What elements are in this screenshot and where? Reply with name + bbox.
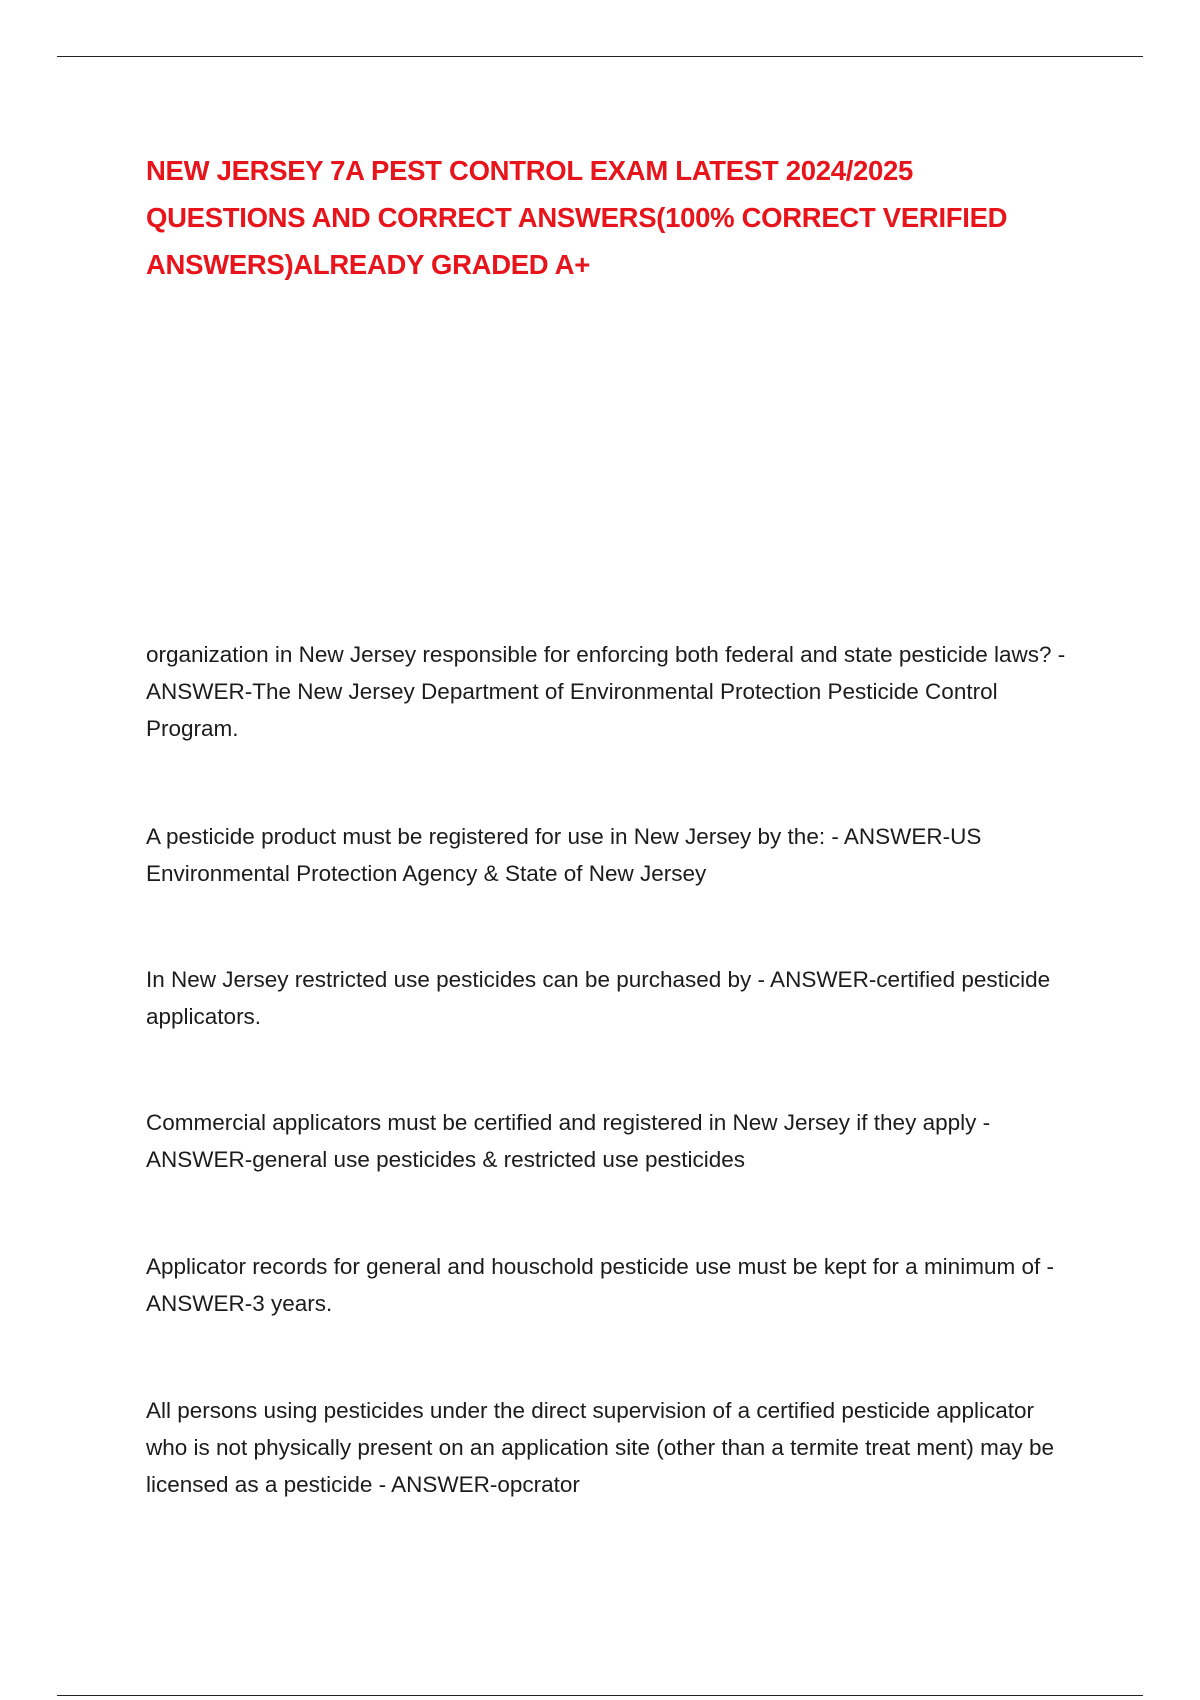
qa-item-5: Applicator records for general and houschold pesticide use must be kept for a minimum of - ANSWER-3 years. [146,1254,1054,1316]
qa-item-3: In New Jersey restricted use pesticides can be purchased by - ANSWER-certified pesticide applicators. [146,967,1051,1029]
qa-item-4: Commercial applicators must be certified and registered in New Jersey if they apply - ANSWER-general use pesticides & restricted use pesticides [146,1110,991,1172]
qa-item-2: A pesticide product must be registered for use in New Jersey by the: - ANSWER-US Environmental Protection Agency & State of New Jersey [146,824,982,886]
top-divider [57,56,1143,57]
qa-item-1: organization in New Jersey responsible for enforcing both federal and state pesticide laws? - ANSWER-The New Jersey Department of Environmental Protection Pesticide Control Program. [146,642,1066,741]
page-title: NEW JERSEY 7A PEST CONTROL EXAM LATEST 2024/2025 QUESTIONS AND CORRECT ANSWERS(100% CORRECT VERIFIED ANSWERS)ALREADY GRADED A+ [146,155,1008,280]
bottom-divider [57,1695,1143,1696]
qa-item-6: All persons using pesticides under the direct supervision of a certified pesticide applicator who is not physically present on an application site (other than a termite treat ment) may be licensed as a pesticide - ANSWER-opcrator [146,1398,1054,1497]
